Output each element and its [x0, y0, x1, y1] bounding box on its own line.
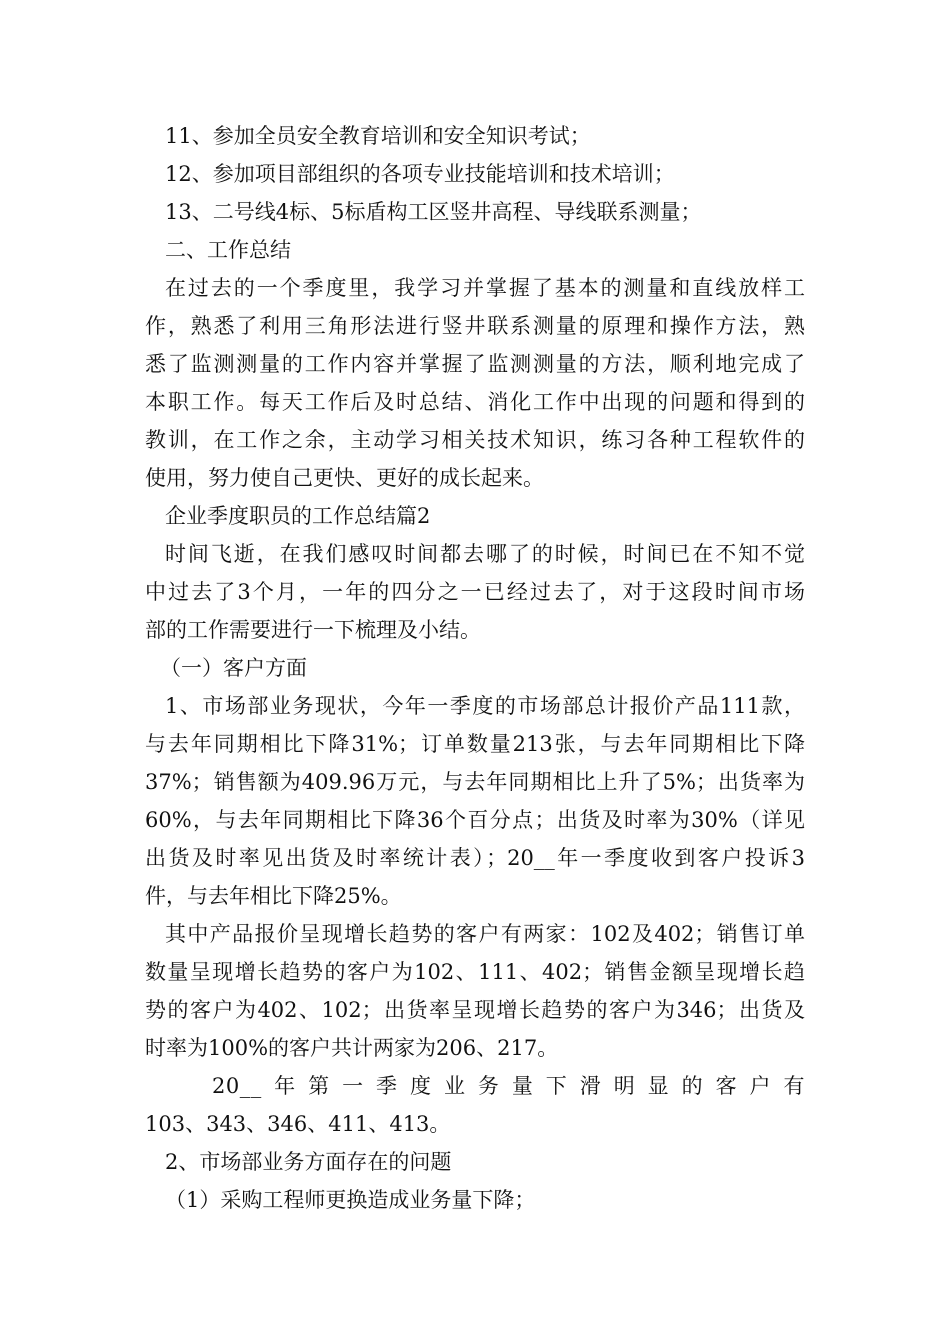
list-item: （1）采购工程师更换造成业务量下降；	[165, 1188, 536, 1212]
paragraph-line: 37%；销售额为409.96万元，与去年同期相比上升了5%；出货率为	[145, 770, 805, 794]
paragraph-line: 数量呈现增长趋势的客户为102、111、402；销售金额呈现增长趋	[145, 960, 805, 984]
paragraph-line: 部的工作需要进行一下梳理及小结。	[145, 618, 481, 642]
paragraph-line: 其中产品报价呈现增长趋势的客户有两家：102及402；销售订单	[165, 922, 805, 946]
section-heading: 二、工作总结	[165, 238, 291, 262]
paragraph-line: 使用，努力使自己更快、更好的成长起来。	[145, 466, 544, 490]
paragraph-line: 势的客户为402、102；出货率呈现增长趋势的客户为346；出货及	[145, 998, 805, 1022]
paragraph-line: 1、市场部业务现状，今年一季度的市场部总计报价产品111款，	[165, 694, 805, 718]
paragraph-line: 60%，与去年同期相比下降36个百分点；出货及时率为30%（详见	[145, 808, 805, 832]
paragraph-line: 时间飞逝，在我们感叹时间都去哪了的时候，时间已在不知不觉	[165, 542, 805, 566]
paragraph-line: 中过去了3个月，一年的四分之一已经过去了，对于这段时间市场	[145, 580, 805, 604]
paragraph-line: 与去年同期相比下降31%；订单数量213张，与去年同期相比下降	[145, 732, 805, 756]
list-item: 12、参加项目部组织的各项专业技能培训和技术培训；	[165, 162, 675, 186]
paragraph-line: 在过去的一个季度里，我学习并掌握了基本的测量和直线放样工	[165, 276, 805, 300]
paragraph-line: 件，与去年相比下降25%。	[145, 884, 402, 908]
paragraph-line: 20__年第一季度业务量下滑明显的客户有	[212, 1074, 805, 1098]
paragraph-line: 出货及时率见出货及时率统计表）；20__年一季度收到客户投诉3	[145, 846, 805, 870]
paragraph-line: 教训，在工作之余，主动学习相关技术知识，练习各种工程软件的	[145, 428, 805, 452]
paragraph-line: 本职工作。每天工作后及时总结、消化工作中出现的问题和得到的	[145, 390, 805, 414]
list-item: 2、市场部业务方面存在的问题	[165, 1150, 452, 1174]
paragraph-line: 作，熟悉了利用三角形法进行竖井联系测量的原理和操作方法，熟	[145, 314, 805, 338]
paragraph-line: 103、343、346、411、413。	[145, 1112, 451, 1136]
paragraph-line: 时率为100%的客户共计两家为206、217。	[145, 1036, 559, 1060]
list-item: 13、二号线4标、5标盾构工区竖井高程、导线联系测量；	[165, 200, 702, 224]
paragraph-line: 悉了监测测量的工作内容并掌握了监测测量的方法，顺利地完成了	[145, 352, 805, 376]
list-item: 11、参加全员安全教育培训和安全知识考试；	[165, 124, 591, 148]
subsection-heading: （一）客户方面	[160, 656, 307, 680]
section-title: 企业季度职员的工作总结篇2	[165, 504, 431, 528]
